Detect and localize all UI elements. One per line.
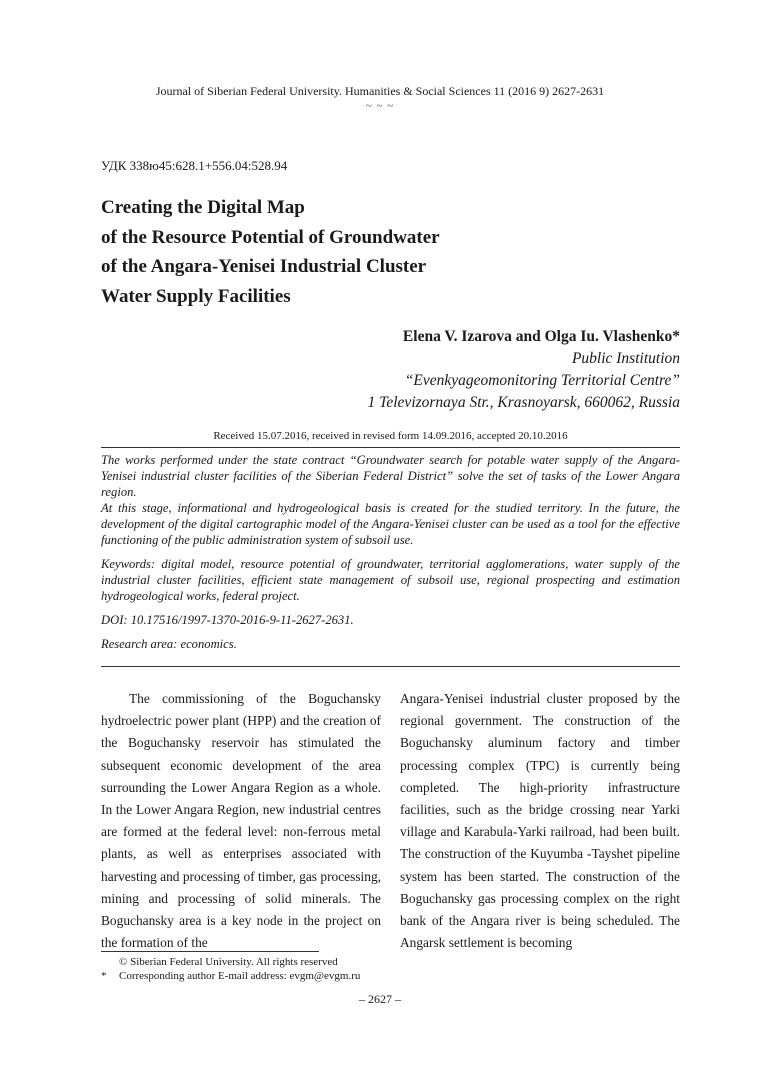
- corresponding-text: Corresponding author E-mail address: evgm@evgm.ru: [119, 970, 361, 982]
- corresponding-footnote: [101, 969, 501, 983]
- keywords: Keywords: digital model, resource potential of groundwater, territorial agglomerations, water supply of the industrial cluster facilities, efficient state management of subsoil use, regional prospecting and estimation hydrogeological works, federal project.: [101, 557, 680, 603]
- footnote-mark: *: [101, 970, 107, 982]
- udk-code: УДК 338ю45:628.1+556.04:528.94: [101, 158, 288, 173]
- journal-header: Journal of Siberian Federal University. Humanities & Social Sciences 11 (2016 9) 2627-2631: [155, 84, 605, 98]
- copyright-text: © Siberian Federal University. All rights reserved: [119, 956, 338, 968]
- affiliation-line: 1 Televizornaya Str., Krasnoyarsk, 660062, Russia: [367, 394, 680, 411]
- title-line: Creating the Digital Map: [101, 197, 305, 218]
- page-number: – 2627 –: [359, 992, 401, 1006]
- left-column: [101, 688, 381, 954]
- header-ornament: ~ ~ ~: [365, 100, 395, 112]
- abstract-bottom-rule: [101, 666, 680, 667]
- copyright-footnote: [101, 955, 501, 969]
- author-names: Elena V. Izarova and Olga Iu. Vlashenko*: [402, 328, 680, 345]
- affiliation-line: “Evenkyageomonitoring Territorial Centre”: [404, 372, 680, 389]
- research-area: Research area: economics.: [101, 637, 237, 651]
- title-line: of the Angara-Yenisei Industrial Cluster: [101, 256, 427, 277]
- abstract-paragraph: At this stage, informational and hydrogeological basis is created for the studied territory. In the future, the development of the digital cartographic model of the Angara-Yenisei cluster can be used as a tool for the effective functioning of the public administration system of subsoil use.: [101, 501, 680, 547]
- article-title: [101, 193, 661, 311]
- body-paragraph: Angara-Yenisei industrial cluster proposed by the regional government. The construction of the Boguchansky aluminum factory and timber processing complex (TPC) is currently being completed. The high-priority infrastructure facilities, such as the bridge crossing near Yarki village and Karabula-Yarki railroad, had been built. The construction of the Kuyumba -Tayshet pipeline system has been started. The construction of the Boguchansky gas processing complex on the right bank of the Angara river is being scheduled. The Angarsk settlement is becoming: [400, 691, 680, 951]
- title-line: of the Resource Potential of Groundwater: [101, 226, 440, 248]
- title-line: Water Supply Facilities: [101, 285, 291, 307]
- footnotes: [101, 955, 501, 983]
- footnote-rule: [101, 951, 319, 952]
- affiliation-line: Public Institution: [571, 350, 680, 367]
- author-block: [300, 326, 680, 414]
- body-paragraph: The commissioning of the Boguchansky hydroelectric power plant (HPP) and the creation of the Boguchansky reservoir has stimulated the subsequent economic development of the area surrounding the Lower Angara Region as a whole. In the Lower Angara Region, new industrial centres are formed at the federal level: non-ferrous metal plants, as well as enterprises associated with harvesting and processing of timber, gas processing, mining and processing of solid minerals. The Boguchansky area is a key node in the project on the formation of the: [101, 691, 381, 951]
- abstract-paragraph: The works performed under the state contract “Groundwater search for potable water supply of the Angara-Yenisei industrial cluster facilities of the Siberian Federal District” solve the set of tasks of the Lower Angara region.: [101, 453, 680, 499]
- abstract: [101, 452, 680, 652]
- doi: DOI: 10.17516/1997-1370-2016-9-11-2627-2631.: [101, 613, 354, 627]
- right-column: [400, 688, 680, 954]
- received-dates: Received 15.07.2016, received in revised form 14.09.2016, accepted 20.10.2016: [213, 430, 568, 442]
- abstract-top-rule: [101, 447, 680, 448]
